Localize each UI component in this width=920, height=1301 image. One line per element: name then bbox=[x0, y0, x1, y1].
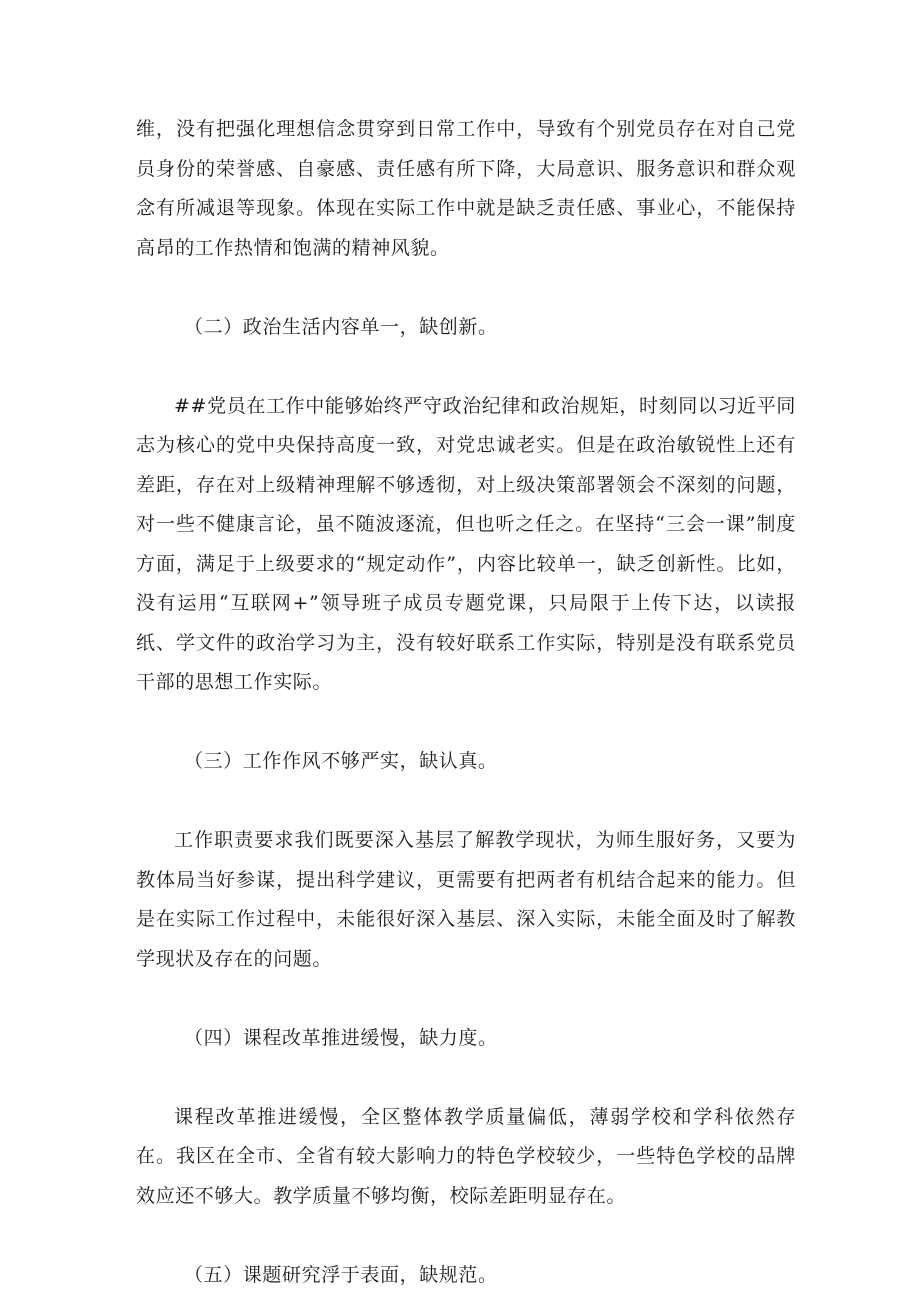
paragraph-gap bbox=[136, 1058, 796, 1098]
section-heading-5: （五）课题研究浮于表面，缺规范。 bbox=[184, 1263, 498, 1286]
paragraph-curriculum-reform: 课程改革推进缓慢，全区整体教学质量偏低，薄弱学校和学科依然存在。我区在全市、全省有较大影响力的特色学校较少，一些特色学校的品牌效应还不够大。教学质量不够均衡，校际差距明显存在。 bbox=[136, 1105, 796, 1207]
document-body bbox=[136, 110, 796, 1295]
section-heading-2: （二）政治生活内容单一，缺创新。 bbox=[184, 315, 498, 338]
paragraph-gap bbox=[136, 703, 796, 743]
paragraph-continuation: 维，没有把强化理想信念贯穿到日常工作中，导致有个别党员存在对自己党员身份的荣誉感、自豪感、责任感有所下降，大局意识、服务意识和群众观念有所减退等现象。体现在实际工作中就是缺乏责任感、事业心，不能保持高昂的工作热情和饱满的精神风貌。 bbox=[136, 118, 796, 259]
section-heading-4: （四）课程改革推进缓慢，缺力度。 bbox=[184, 1026, 498, 1049]
section-heading-3: （三）工作作风不够严实，缺认真。 bbox=[184, 750, 498, 772]
paragraph-gap bbox=[136, 268, 796, 308]
paragraph-gap bbox=[136, 347, 796, 387]
paragraph-gap bbox=[136, 979, 796, 1019]
paragraph-gap bbox=[136, 782, 796, 822]
paragraph-political-life: ##党员在工作中能够始终严守政治纪律和政治规矩，时刻同以习近平同志为核心的党中央保持高度一致，对党忠诚老实。但是在政治敏锐性上还有差距，存在对上级精神理解不够透彻，对上级决策部署领会不深刻的问题，对一些不健康言论，虽不随波逐流，但也听之任之。在坚持“三会一课”制度方面，满足于上级要求的“规定动作”，内容比较单一，缺乏创新性。比如，没有运用“互联网+”领导班子成员专题党课，只局限于上传下达，以读报纸、学文件的政治学习为主，没有较好联系工作实际，特别是没有联系党员干部的思想工作实际。 bbox=[136, 394, 796, 693]
paragraph-gap bbox=[136, 1216, 796, 1256]
paragraph-work-style: 工作职责要求我们既要深入基层了解教学现状，为师生服好务，又要为教体局当好参谋，提出科学建议，更需要有把两者有机结合起来的能力。但是在实际工作过程中，未能很好深入基层、深入实际，未能全面及时了解教学现状及存在的问题。 bbox=[136, 829, 796, 970]
